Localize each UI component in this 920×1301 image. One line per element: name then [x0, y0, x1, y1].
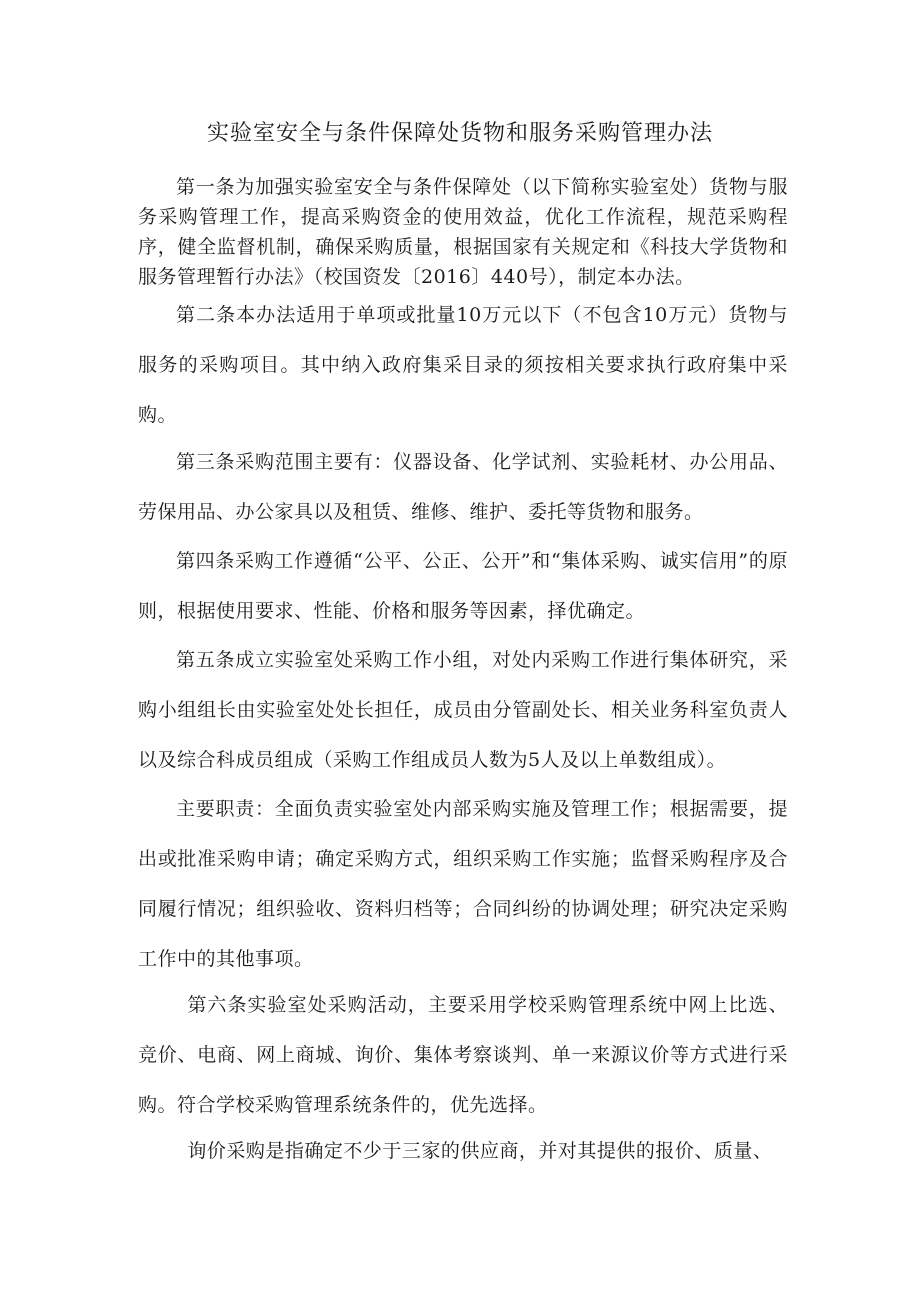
article-4: 第四条采购工作遵循“公平、公正、公开”和“集体采购、诚实信用”的原则，根据使用要求、性能、价格和服务等因素，择优确定。 [138, 550, 788, 622]
inquiry-procurement: 询价采购是指确定不少于三家的供应商，并对其提供的报价、质量、 [187, 1140, 773, 1162]
article-2: 第二条本办法适用于单项或批量10万元以下（不包含10万元）货物与服务的采购项目。其中纳入政府集采目录的须按相关要求执行政府集中采购。 [138, 304, 788, 426]
main-duties: 主要职责：全面负责实验室处内部采购实施及管理工作；根据需要，提出或批准采购申请；确定采购方式，组织采购工作实施；监督采购程序及合同履行情况；组织验收、资料归档等；合同纠纷的协调处理；研究决定采购工作中的其他事项。 [138, 798, 788, 970]
article-6: 第六条实验室处采购活动，主要采用学校采购管理系统中网上比选、竞价、电商、网上商城、询价、集体考察谈判、单一来源议价等方式进行采购。符合学校采购管理系统条件的，优先选择。 [138, 994, 788, 1116]
article-3: 第三条采购范围主要有：仪器设备、化学试剂、实验耗材、办公用品、劳保用品、办公家具以及租赁、维修、维护、委托等货物和服务。 [138, 451, 788, 523]
article-1: 第一条为加强实验室安全与条件保障处（以下简称实验室处）货物与服务采购管理工作，提高采购资金的使用效益，优化工作流程，规范采购程序，健全监督机制，确保采购质量，根据国家有关规定和《科技大学货物和服务管理暂行办法》（校国资发〔2016〕440号），制定本办法。 [138, 176, 788, 288]
article-5: 第五条成立实验室处采购工作小组，对处内采购工作进行集体研究，采购小组组长由实验室处处长担任，成员由分管副处长、相关业务科室负责人以及综合科成员组成（采购工作组成员人数为5人及以上单数组成）。 [138, 649, 788, 771]
document-title: 实验室安全与条件保障处货物和服务采购管理办法 [206, 121, 713, 146]
